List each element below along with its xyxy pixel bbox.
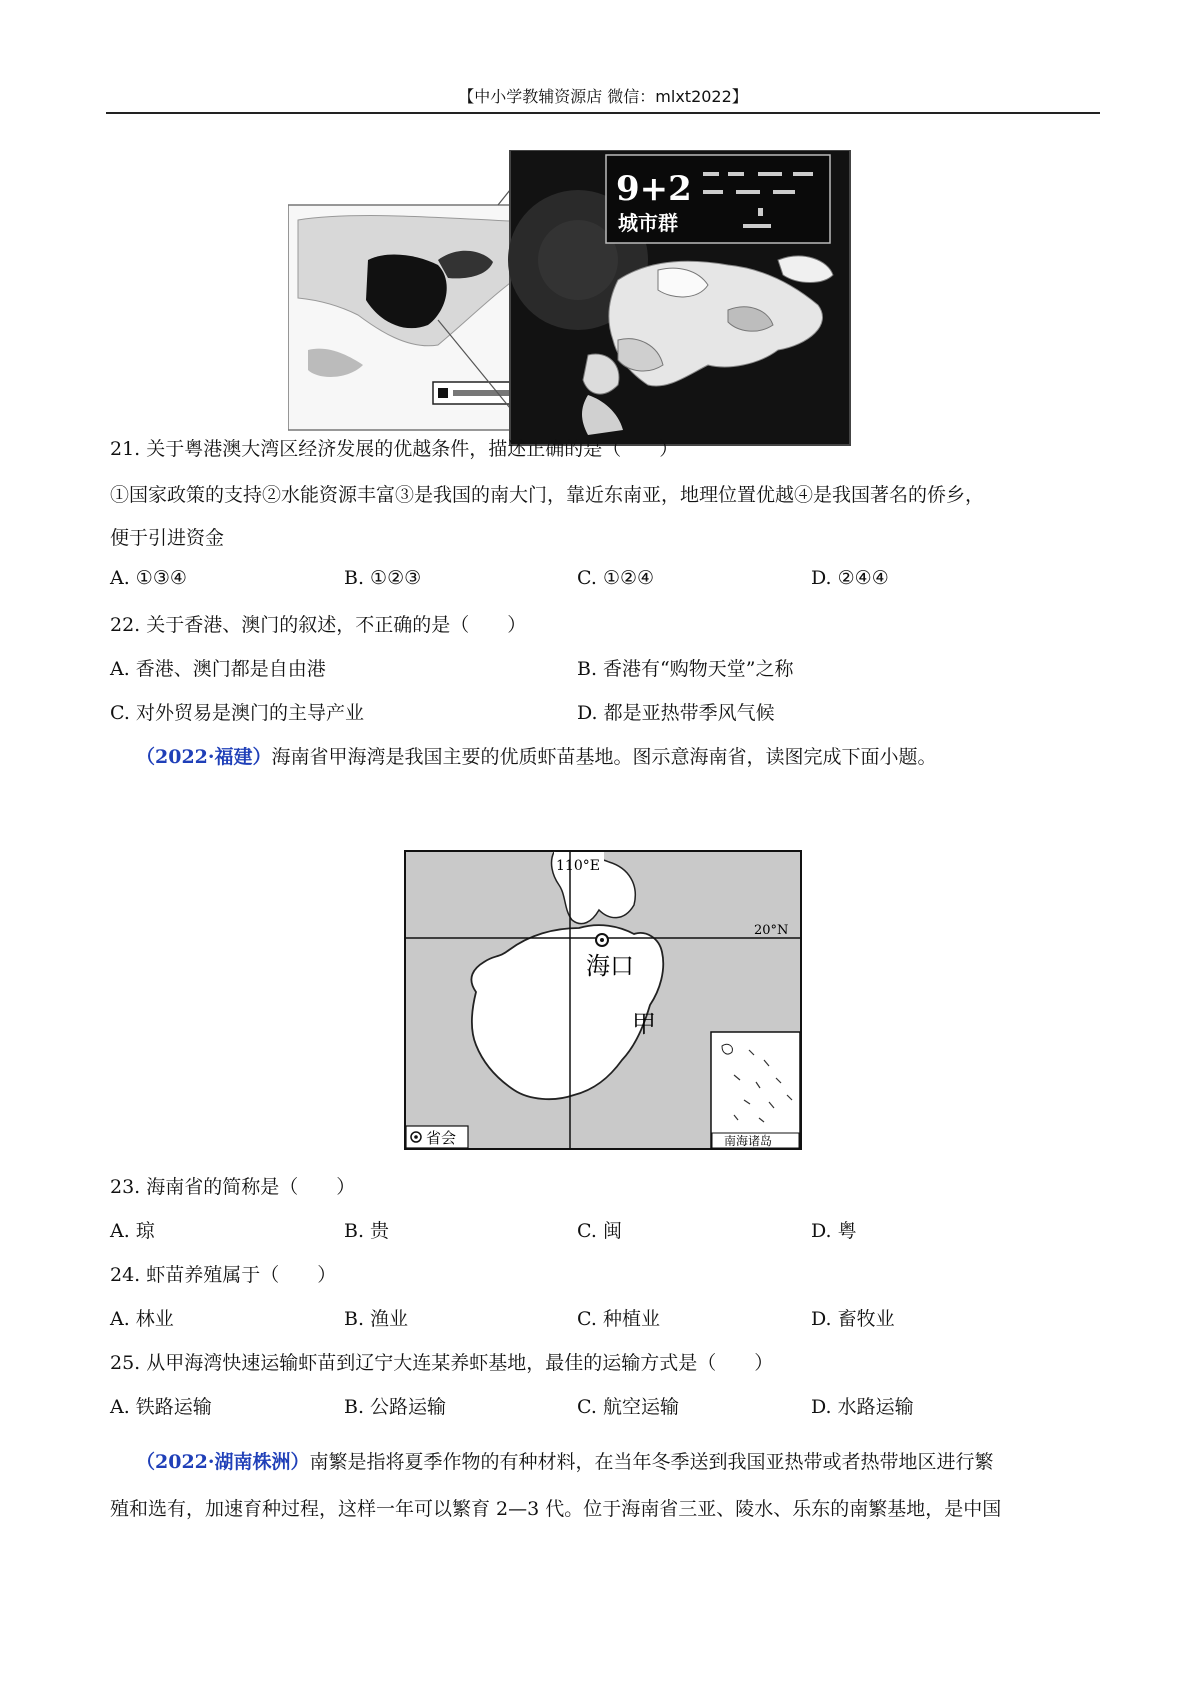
q22-option-c[interactable]: C. 对外贸易是澳门的主导产业 — [110, 702, 364, 724]
q24-option-d[interactable]: D. 畜牧业 — [811, 1308, 895, 1330]
intro-fujian — [136, 742, 937, 769]
q25-option-d[interactable]: D. 水路运输 — [811, 1396, 914, 1418]
q25-option-a[interactable]: A. 铁路运输 — [110, 1396, 212, 1418]
q24-option-b[interactable]: B. 渔业 — [344, 1308, 409, 1330]
q23-option-b[interactable]: B. 贵 — [344, 1220, 390, 1242]
q24-option-a[interactable]: A. 林业 — [110, 1308, 174, 1330]
q21-option-a[interactable]: A. ①③④ — [110, 567, 187, 589]
q23-option-d[interactable]: D. 粤 — [811, 1220, 857, 1242]
cluster-big-label: 9+2 — [616, 169, 692, 209]
q23-stem: 23. 海南省的简称是（ ） — [110, 1176, 356, 1198]
q21-items-line2: 便于引进资金 — [110, 527, 225, 549]
q23-option-a[interactable]: A. 琼 — [110, 1220, 155, 1242]
intro-fujian-source: （2022·福建） — [136, 746, 272, 768]
q21-items-line1: ①国家政策的支持②水能资源丰富③是我国的南大门，靠近东南亚，地理位置优越④是我国著名的侨乡， — [110, 484, 985, 506]
q23-option-c[interactable]: C. 闽 — [577, 1220, 622, 1242]
greater-bay-area-map — [288, 150, 928, 450]
intro-hunan-source: （2022·湖南株洲） — [136, 1451, 310, 1473]
intro-fujian-text: 海南省甲海湾是我国主要的优质虾苗基地。图示意海南省，读图完成下面小题。 — [271, 746, 937, 768]
q22-stem: 22. 关于香港、澳门的叙述，不正确的是（ ） — [110, 614, 527, 636]
q21-option-d[interactable]: D. ②④④ — [811, 567, 889, 589]
q25-option-b[interactable]: B. 公路运输 — [344, 1396, 447, 1418]
haikou-label: 海口 — [586, 952, 634, 980]
page-header: 【中小学教辅资源店 微信：mlxt2022】 — [458, 87, 748, 106]
legend-capital-label: 省会 — [426, 1129, 457, 1147]
q22-option-a[interactable]: A. 香港、澳门都是自由港 — [110, 658, 326, 680]
hainan-map — [404, 850, 802, 1150]
intro-hunan-text-line1: 南繁是指将夏季作物的有种材料，在当年冬季送到我国亚热带或者热带地区进行繁 — [309, 1451, 994, 1473]
q21-option-c[interactable]: C. ①②④ — [577, 567, 655, 589]
q25-stem: 25. 从甲海湾快速运输虾苗到辽宁大连某养虾基地，最佳的运输方式是（ ） — [110, 1352, 774, 1374]
q24-option-c[interactable]: C. 种植业 — [577, 1308, 660, 1330]
q22-option-b[interactable]: B. 香港有“购物天堂”之称 — [577, 658, 794, 680]
intro-hunan — [136, 1447, 994, 1474]
inset-label: 南海诸岛 — [724, 1134, 773, 1148]
longitude-label: 110°E — [556, 858, 600, 874]
cluster-sub-label: 城市群 — [618, 211, 678, 235]
q24-stem: 24. 虾苗养殖属于（ ） — [110, 1264, 337, 1286]
q21-option-b[interactable]: B. ①②③ — [344, 567, 422, 589]
q25-option-c[interactable]: C. 航空运输 — [577, 1396, 679, 1418]
q22-option-d[interactable]: D. 都是亚热带季风气候 — [577, 702, 775, 724]
q21-stem: 21. 关于粤港澳大湾区经济发展的优越条件，描述正确的是（ ） — [110, 438, 679, 460]
latitude-label: 20°N — [754, 923, 789, 938]
header-divider — [106, 112, 1100, 114]
bay-jia-label: 甲 — [632, 1010, 656, 1038]
intro-hunan-text-line2: 殖和选有，加速育种过程，这样一年可以繁育 2—3 代。位于海南省三亚、陵水、乐东的南繁基地，是中国 — [110, 1498, 1002, 1520]
